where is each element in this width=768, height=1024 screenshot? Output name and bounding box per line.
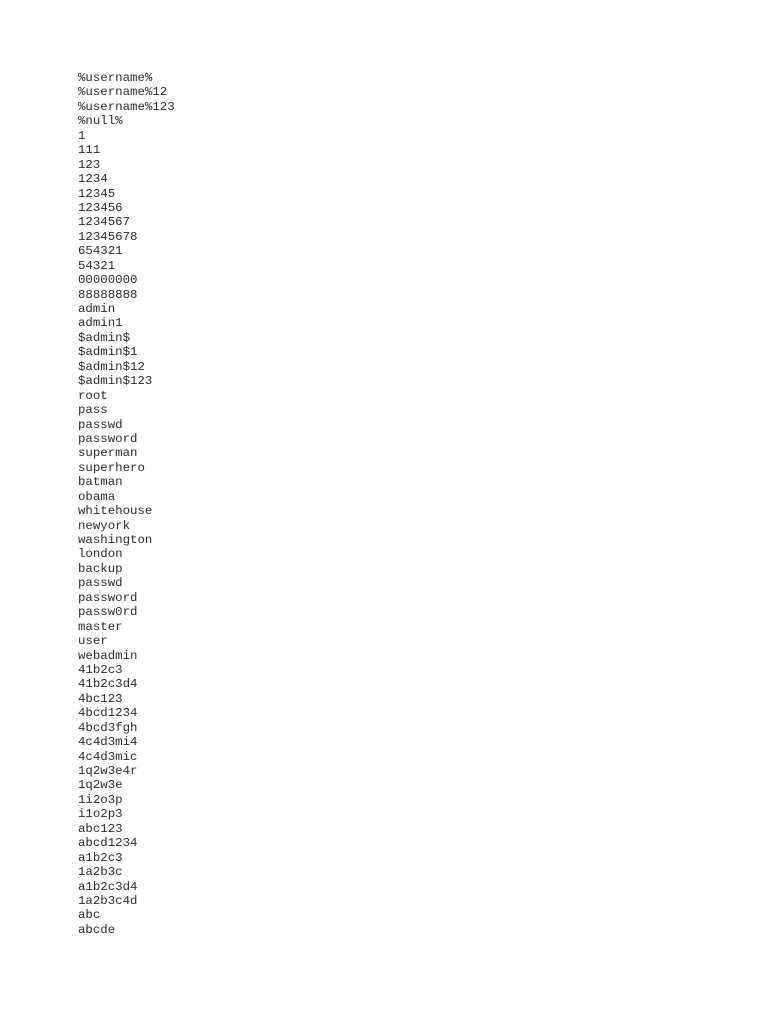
list-item: pass [78, 403, 108, 418]
list-item: abc123 [78, 821, 123, 836]
list-item: 123 [78, 157, 101, 172]
list-item: 1a2b3c [78, 865, 123, 880]
list-item: abcd1234 [78, 836, 138, 851]
list-item: a1b2c3d4 [78, 879, 138, 894]
list-item: 54321 [78, 258, 116, 273]
list-item: 111 [78, 143, 101, 158]
list-item: 4bc123 [78, 691, 123, 706]
list-item: 88888888 [78, 287, 138, 302]
list-item: 1a2b3c4d [78, 893, 138, 908]
list-item: $admin$12 [78, 359, 145, 374]
list-item: 00000000 [78, 273, 138, 288]
list-item: passwd [78, 417, 123, 432]
list-item: 1q2w3e4r [78, 764, 138, 778]
list-item: master [78, 619, 123, 634]
list-item: passw0rd [78, 605, 138, 620]
list-item: backup [78, 561, 123, 576]
list-item: 4c4d3mic [78, 749, 138, 764]
list-item: password [78, 590, 138, 605]
list-item: 12345 [78, 186, 116, 201]
list-item: newyork [78, 518, 131, 533]
list-item: $admin$ [78, 330, 131, 345]
password-list [78, 71, 175, 937]
list-item: %null% [78, 114, 123, 129]
list-item: 1234 [78, 172, 108, 187]
list-item: 4bcd1234 [78, 706, 138, 721]
list-item: 12345678 [78, 229, 138, 244]
list-item: 41b2c3 [78, 662, 123, 677]
list-item: obama [78, 489, 116, 504]
list-item: admin1 [78, 316, 123, 331]
list-item: user [78, 634, 108, 649]
list-item: 41b2c3d4 [78, 677, 138, 692]
list-item: passwd [78, 576, 123, 591]
list-item: a1b2c3 [78, 850, 123, 865]
list-item: $admin$123 [78, 374, 153, 389]
list-item: 1q2w3e [78, 778, 123, 793]
list-item: %username%123 [78, 99, 175, 114]
list-item: password [78, 431, 138, 446]
list-item: abcde [78, 922, 116, 937]
list-item: admin [78, 302, 116, 316]
list-item: %username% [78, 71, 153, 85]
list-item: i1o2p3 [78, 807, 123, 822]
list-item: 1234567 [78, 215, 131, 230]
list-item: 1 [78, 128, 86, 143]
list-item: 4c4d3mi4 [78, 735, 138, 750]
list-item: webadmin [78, 648, 138, 663]
list-item: london [78, 547, 123, 562]
list-item: abc [78, 908, 101, 923]
list-item: washington [78, 533, 153, 547]
list-item: root [78, 388, 108, 403]
list-item: whitehouse [78, 504, 153, 519]
list-item: superman [78, 446, 138, 461]
list-item: %username%12 [78, 85, 168, 100]
list-item: 123456 [78, 200, 123, 215]
list-item: superhero [78, 460, 145, 475]
list-item: 4bcd3fgh [78, 720, 138, 735]
list-item: $admin$1 [78, 345, 138, 360]
list-item: 1i2o3p [78, 792, 123, 807]
list-item: batman [78, 475, 123, 490]
list-item: 654321 [78, 244, 123, 259]
